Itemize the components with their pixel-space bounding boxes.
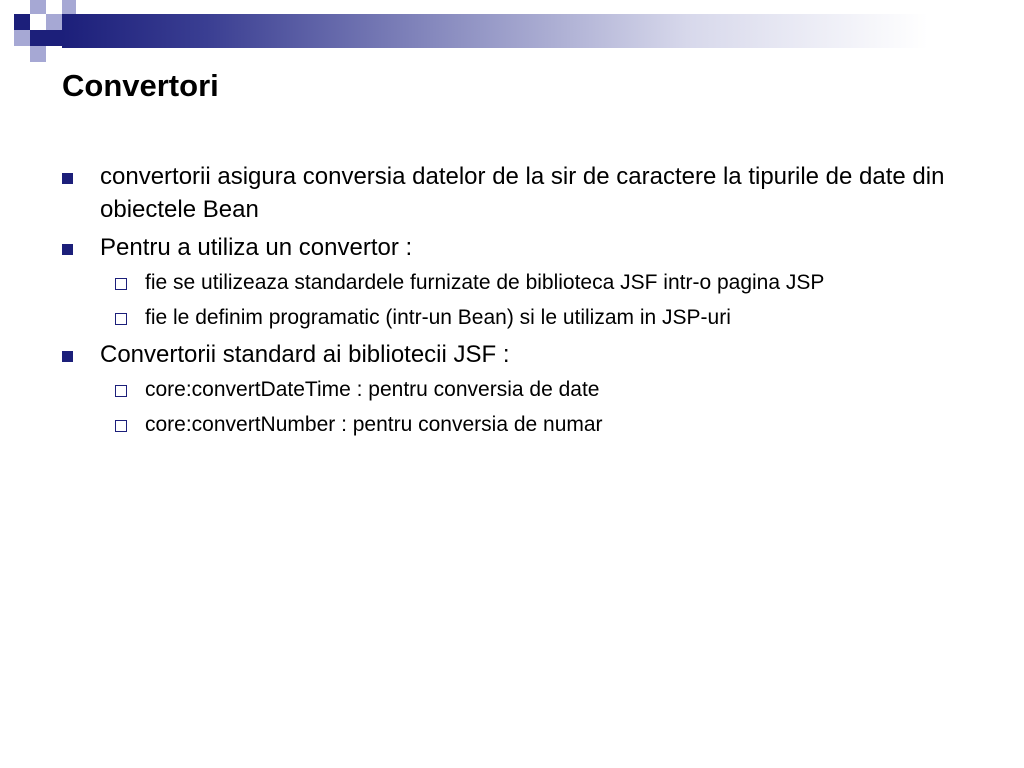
decor-square [30, 46, 46, 62]
filled-square-bullet-icon [62, 351, 73, 362]
bullet-text: Convertorii standard ai bibliotecii JSF : [100, 341, 510, 368]
bullet-item [62, 231, 962, 332]
slide-title: Convertori [62, 68, 219, 103]
hollow-square-bullet-icon [115, 420, 127, 432]
sub-bullet-item [100, 375, 962, 404]
decor-square [46, 30, 62, 46]
decor-square [30, 30, 46, 46]
decor-square [14, 14, 30, 30]
filled-square-bullet-icon [62, 173, 73, 184]
hollow-square-bullet-icon [115, 313, 127, 325]
sub-bullet-text: fie se utilizeaza standardele furnizate de biblioteca JSF intr-o pagina JSP [145, 271, 825, 294]
bullet-text: Pentru a utiliza un convertor : [100, 234, 413, 261]
sub-bullet-text: core:convertDateTime : pentru conversia de date [145, 378, 600, 401]
bullet-item [62, 160, 962, 226]
sub-bullet-item [100, 268, 962, 297]
sub-bullet-text: core:convertNumber : pentru conversia de numar [145, 413, 603, 436]
hollow-square-bullet-icon [115, 278, 127, 290]
sub-bullet-list [100, 375, 962, 439]
hollow-square-bullet-icon [115, 385, 127, 397]
filled-square-bullet-icon [62, 244, 73, 255]
decor-square [46, 14, 62, 30]
bullet-list [62, 160, 962, 439]
slide-body [62, 160, 962, 445]
header-gradient-bar [62, 14, 1024, 48]
bullet-item [62, 338, 962, 439]
sub-bullet-item [100, 303, 962, 332]
decor-square [30, 0, 46, 14]
sub-bullet-list [100, 268, 962, 332]
decor-square [14, 30, 30, 46]
sub-bullet-item [100, 410, 962, 439]
decor-square [62, 0, 76, 14]
bullet-text: convertorii asigura conversia datelor de la sir de caractere la tipurile de date din obiectele Bean [100, 163, 945, 223]
sub-bullet-text: fie le definim programatic (intr-un Bean) si le utilizam in JSP-uri [145, 306, 731, 329]
